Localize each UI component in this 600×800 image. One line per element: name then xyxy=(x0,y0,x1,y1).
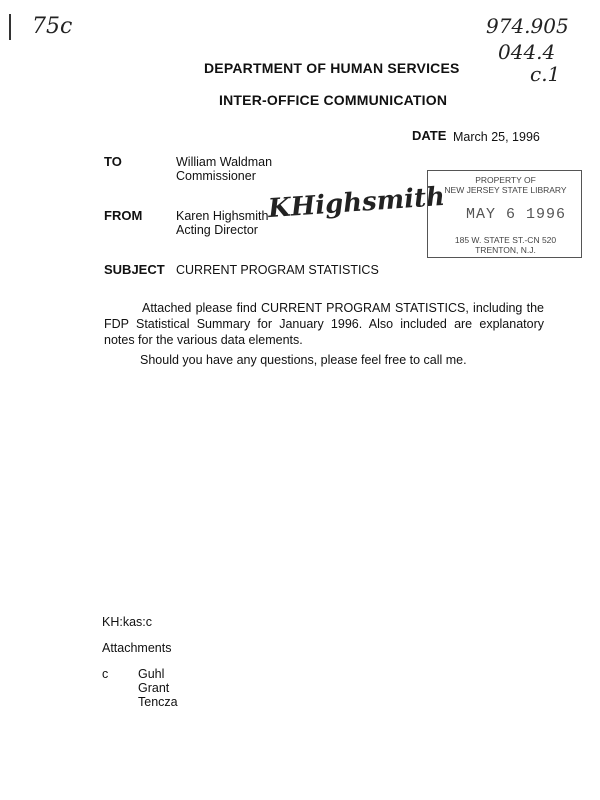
call-number-line1: 974.905 xyxy=(486,14,569,38)
cc-recipient: Tencza xyxy=(138,695,178,709)
from-label: FROM xyxy=(104,208,143,223)
stamp-city-line: TRENTON, N.J. xyxy=(475,245,536,255)
handwritten-note: 75c xyxy=(32,14,73,39)
margin-tick xyxy=(9,14,11,40)
stamp-date: MAY 6 1996 xyxy=(466,206,567,223)
stamp-property-line: PROPERTY OF xyxy=(475,175,536,185)
cc-label: c xyxy=(102,667,109,681)
reference-initials: KH:kas:c xyxy=(102,615,153,629)
stamp-library-line: NEW JERSEY STATE LIBRARY xyxy=(444,185,567,195)
cc-recipient: Guhl xyxy=(138,667,165,681)
memo-type-heading: INTER-OFFICE COMMUNICATION xyxy=(219,92,448,108)
library-stamp xyxy=(427,170,582,258)
signature: KHighsmith xyxy=(267,181,446,225)
call-number-line2: 044.4 xyxy=(498,40,556,64)
call-number-line3: c.1 xyxy=(530,62,561,86)
subject-value: CURRENT PROGRAM STATISTICS xyxy=(176,263,379,277)
to-label: TO xyxy=(104,154,122,169)
stamp-address-line: 185 W. STATE ST.-CN 520 xyxy=(454,235,557,245)
body-paragraph-2: Should you have any questions, please feel free to call me. xyxy=(140,353,467,367)
from-name: Karen Highsmith xyxy=(176,209,269,223)
to-title: Commissioner xyxy=(176,169,256,183)
date-label: DATE xyxy=(412,128,447,143)
cc-recipient: Grant xyxy=(138,681,170,695)
body-paragraph-1: Attached please find CURRENT PROGRAM STATISTICS, including the FDP Statistical Summary for January 1996. Also included are explanatory notes for the various data elements. xyxy=(104,301,544,347)
to-name: William Waldman xyxy=(176,155,273,169)
attachments-label: Attachments xyxy=(102,641,172,655)
department-heading: DEPARTMENT OF HUMAN SERVICES xyxy=(204,60,460,76)
from-title: Acting Director xyxy=(176,223,258,237)
subject-label: SUBJECT xyxy=(104,262,165,277)
date-value: March 25, 1996 xyxy=(453,130,540,144)
